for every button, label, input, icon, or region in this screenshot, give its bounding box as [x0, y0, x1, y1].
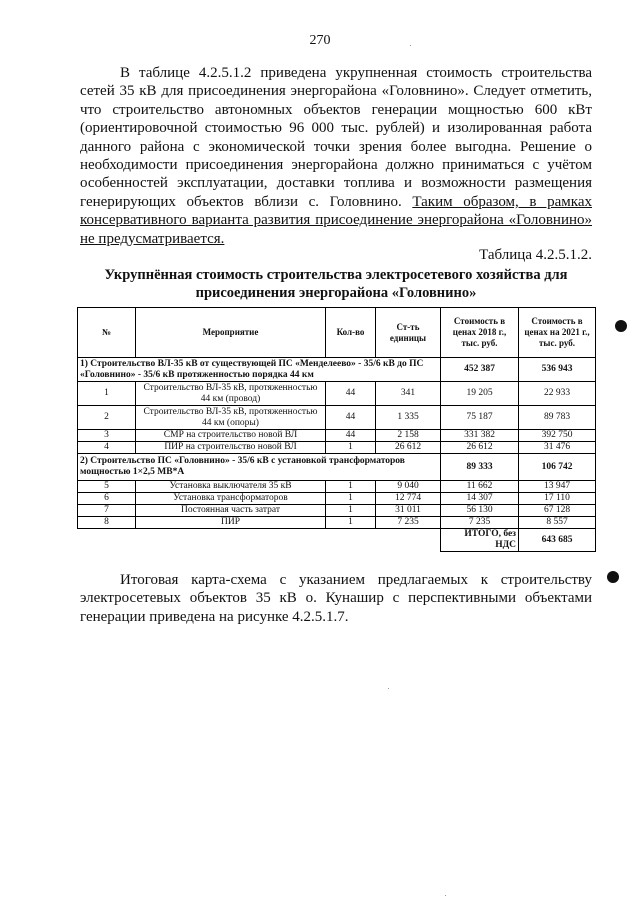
scan-speck	[388, 688, 389, 689]
cell-cost-2018: 331 382	[441, 430, 519, 442]
header-qty: Кол-во	[326, 308, 376, 358]
cell-cost-2021: 392 750	[519, 430, 596, 442]
paragraph-intro-conclusion: Таким образом, в рамках консервативного варианта развития присоединение энергорайона «Головнино» не предусматривается.	[80, 193, 592, 247]
cell-qty: 1	[326, 481, 376, 493]
table-row	[78, 382, 596, 406]
header-activity: Мероприятие	[136, 308, 326, 358]
page-number: 270	[309, 33, 331, 48]
cell-cost-2021: 8 557	[519, 517, 596, 529]
cell-name: СМР на строительство новой ВЛ	[136, 430, 326, 442]
table-caption: Таблица 4.2.5.1.2.	[479, 247, 592, 263]
cell-qty: 44	[326, 382, 376, 406]
cell-name: Постоянная часть затрат	[136, 505, 326, 517]
section-row	[78, 454, 596, 481]
cost-table	[77, 307, 596, 552]
header-cost-2021: Стоимость в ценах на 2021 г., тыс. руб.	[519, 308, 596, 358]
cell-unit: 12 774	[376, 493, 441, 505]
cell-unit: 1 335	[376, 406, 441, 430]
cell-num: 7	[78, 505, 136, 517]
table-row	[78, 430, 596, 442]
punch-hole-mark	[615, 320, 627, 332]
cell-name: ПИР	[136, 517, 326, 529]
cell-qty: 1	[326, 442, 376, 454]
cell-name: Установка выключателя 35 кВ	[136, 481, 326, 493]
header-cost-2018: Стоимость в ценах 2018 г., тыс. руб.	[441, 308, 519, 358]
cell-num: 4	[78, 442, 136, 454]
cell-cost-2018: 7 235	[441, 517, 519, 529]
cell-cost-2018: 14 307	[441, 493, 519, 505]
section-cost-2018: 452 387	[441, 358, 519, 382]
cell-cost-2021: 17 110	[519, 493, 596, 505]
table-row	[78, 505, 596, 517]
cell-unit: 2 158	[376, 430, 441, 442]
total-label-cell	[78, 529, 441, 552]
header-num: №	[78, 308, 136, 358]
punch-hole-mark	[607, 571, 619, 583]
table-row	[78, 406, 596, 430]
section-row	[78, 358, 596, 382]
cell-cost-2021: 67 128	[519, 505, 596, 517]
cell-cost-2021: 13 947	[519, 481, 596, 493]
cell-num: 6	[78, 493, 136, 505]
cell-num: 8	[78, 517, 136, 529]
cell-qty: 1	[326, 493, 376, 505]
cell-cost-2021: 31 476	[519, 442, 596, 454]
cell-num: 3	[78, 430, 136, 442]
cell-qty: 44	[326, 406, 376, 430]
table-title: Укрупнённая стоимость строительства электросетевого хозяйства для присоединения энергорайона «Головнино»	[104, 267, 568, 301]
cell-unit: 341	[376, 382, 441, 406]
table-row	[78, 517, 596, 529]
section-cost-2021: 536 943	[519, 358, 596, 382]
cell-cost-2021: 22 933	[519, 382, 596, 406]
total-label: ИТОГО, без НДС	[441, 529, 519, 552]
cell-num: 2	[78, 406, 136, 430]
cell-cost-2018: 75 187	[441, 406, 519, 430]
scan-speck	[410, 45, 411, 46]
paragraph-conclusion: Итоговая карта-схема с указанием предлагаемых к строительству электросетевых объектов 35 кВ о. Кунашир с перспективными объектами генерации приведена на рисунке 4.2.5.1.7.	[80, 572, 592, 625]
scan-speck	[445, 895, 446, 896]
section-cost-2018: 89 333	[441, 454, 519, 481]
cell-unit: 7 235	[376, 517, 441, 529]
cell-name: Установка трансформаторов	[136, 493, 326, 505]
cell-num: 1	[78, 382, 136, 406]
cell-qty: 44	[326, 430, 376, 442]
cell-cost-2018: 11 662	[441, 481, 519, 493]
cell-name: Строительство ВЛ-35 кВ, протяженностью 44 км (провод)	[136, 382, 326, 406]
cell-num: 5	[78, 481, 136, 493]
paragraph-intro-text: В таблице 4.2.5.1.2 приведена укрупненная стоимость строительства сетей 35 кВ для присоединения энергорайона «Головнино». Следует отметить, что строительство автономных объектов генерации мощностью 600 кВт (ориентировочной стоимостью 96 000 тыс. рублей) и изолированная работа данного района с экономической точки зрения более выгодна. Решение о необходимости присоединения энергорайона должно приниматься с учётом особенностей эксплуатации, доставки топлива и возможности размещения генерирующих объектов вблизи с. Головнино.	[80, 65, 592, 210]
cell-name: Строительство ВЛ-35 кВ, протяженностью 44 км (опоры)	[136, 406, 326, 430]
cell-cost-2018: 56 130	[441, 505, 519, 517]
table-row	[78, 442, 596, 454]
section-cost-2021: 106 742	[519, 454, 596, 481]
table-row	[78, 481, 596, 493]
section-title: 2) Строительство ПС «Головнино» - 35/6 кВ с установкой трансформаторов мощностью 1×2,5 МВ*А	[78, 454, 441, 481]
cell-unit: 26 612	[376, 442, 441, 454]
total-row	[78, 529, 596, 552]
cell-unit: 31 011	[376, 505, 441, 517]
cell-qty: 1	[326, 505, 376, 517]
cell-cost-2018: 19 205	[441, 382, 519, 406]
paragraph-intro	[80, 64, 592, 248]
table-header-row	[78, 308, 596, 358]
table-row	[78, 493, 596, 505]
header-unit-cost: Ст-ть единицы	[376, 308, 441, 358]
cell-unit: 9 040	[376, 481, 441, 493]
total-value: 643 685	[519, 529, 596, 552]
cell-qty: 1	[326, 517, 376, 529]
cell-cost-2018: 26 612	[441, 442, 519, 454]
cell-name: ПИР на строительство новой ВЛ	[136, 442, 326, 454]
section-title: 1) Строительство ВЛ-35 кВ от существующей ПС «Менделеево» - 35/6 кВ до ПС «Головнино» - 35/6 кВ протяженностью порядка 44 км	[78, 358, 441, 382]
cell-cost-2021: 89 783	[519, 406, 596, 430]
